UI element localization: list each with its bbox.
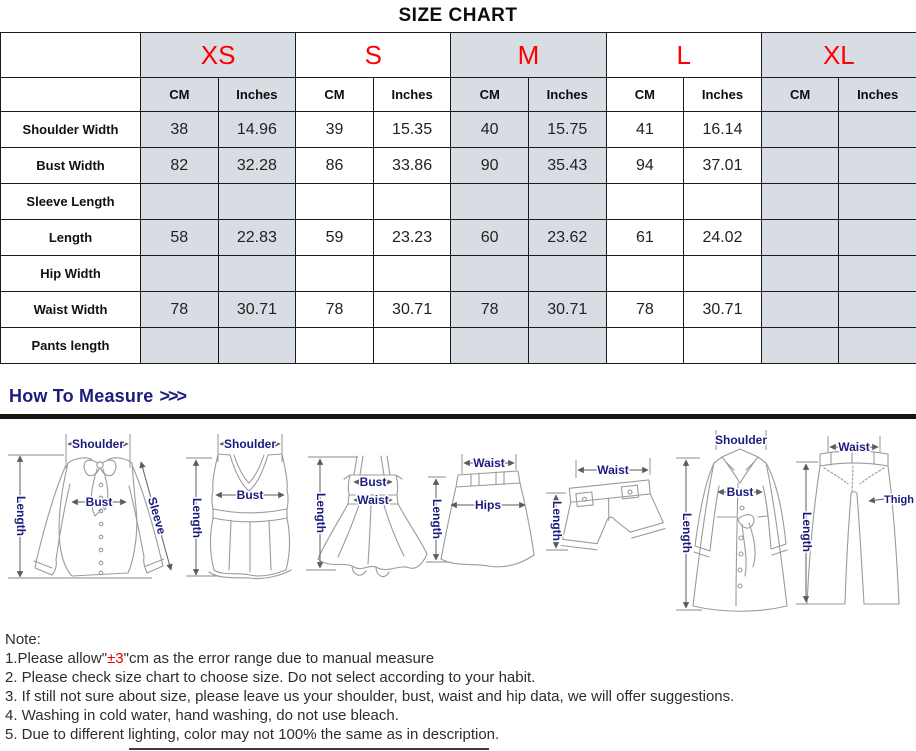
cell: 15.75 [528, 112, 606, 148]
tolerance-value: ±3 [107, 650, 124, 667]
length-label: Length [190, 498, 204, 538]
cell: 30.71 [218, 292, 296, 328]
cell: 30.71 [684, 292, 762, 328]
note-item-1: 1.Please allow"±3"cm as the error range due to manual measure [5, 650, 435, 667]
dress-diagram [306, 456, 427, 577]
cell [839, 220, 916, 256]
thigh-label: Thigh [884, 494, 914, 506]
note-item-4: 4. Washing in cold water, hand washing, do not use bleach. [5, 707, 399, 724]
shoulder-label: Shoulder [714, 433, 768, 447]
corner-cell [1, 78, 141, 112]
length-label: Length [430, 499, 444, 539]
cell: 59 [296, 220, 374, 256]
table-row [1, 184, 916, 220]
unit-header: CM [761, 78, 839, 112]
size-header-l: L [606, 33, 761, 78]
cell [373, 328, 451, 364]
cell: 24.02 [684, 220, 762, 256]
partial-divider-line [129, 748, 489, 750]
cell: 35.43 [528, 148, 606, 184]
cell [684, 184, 762, 220]
unit-header: Inches [218, 78, 296, 112]
table-row [1, 112, 916, 148]
unit-header: CM [606, 78, 684, 112]
table-row [1, 292, 916, 328]
length-label: Length [800, 512, 814, 552]
cell [761, 184, 839, 220]
table-row [1, 148, 916, 184]
shorts-diagram [546, 458, 666, 553]
cell: 78 [451, 292, 529, 328]
cell [839, 292, 916, 328]
cell [141, 184, 219, 220]
size-header-xl: XL [761, 33, 916, 78]
note-item-3: 3. If still not sure about size, please leave us your shoulder, bust, waist and hip data, we will offer suggestions. [5, 688, 735, 705]
notes-section [5, 630, 910, 744]
table-row [1, 256, 916, 292]
bust-label: Bust [359, 475, 387, 489]
cell [141, 328, 219, 364]
size-header-s: S [296, 33, 451, 78]
cell [606, 328, 684, 364]
cell [296, 328, 374, 364]
cell: 58 [141, 220, 219, 256]
size-header-xs: XS [141, 33, 296, 78]
cell: 78 [296, 292, 374, 328]
cell: 22.83 [218, 220, 296, 256]
cell [606, 184, 684, 220]
table-row [1, 328, 916, 364]
cell: 23.62 [528, 220, 606, 256]
cell [451, 328, 529, 364]
tank-top-diagram [186, 434, 291, 579]
cell [839, 112, 916, 148]
cell [839, 148, 916, 184]
cell: 39 [296, 112, 374, 148]
cell [528, 184, 606, 220]
cell [684, 328, 762, 364]
size-chart-table [0, 32, 916, 364]
unit-header: CM [141, 78, 219, 112]
cell [373, 256, 451, 292]
cell [761, 292, 839, 328]
cell: 23.23 [373, 220, 451, 256]
cell: 78 [141, 292, 219, 328]
pants-diagram [796, 436, 914, 604]
skirt-diagram [426, 454, 534, 567]
row-label: Bust Width [1, 148, 141, 184]
cell: 90 [451, 148, 529, 184]
cell [761, 256, 839, 292]
page-title: SIZE CHART [398, 5, 518, 26]
cell: 61 [606, 220, 684, 256]
unit-header: Inches [528, 78, 606, 112]
corner-cell [1, 33, 141, 78]
unit-header: CM [296, 78, 374, 112]
length-label: Length [680, 513, 694, 553]
row-label: Hip Width [1, 256, 141, 292]
cell [761, 112, 839, 148]
unit-header: CM [451, 78, 529, 112]
cell [141, 256, 219, 292]
row-label: Length [1, 220, 141, 256]
cell: 41 [606, 112, 684, 148]
shoulder-label: Shoulder [71, 437, 125, 451]
coat-diagram [676, 430, 787, 611]
how-to-measure-diagrams [0, 420, 916, 630]
cell [373, 184, 451, 220]
cell: 38 [141, 112, 219, 148]
cell: 60 [451, 220, 529, 256]
cell [296, 184, 374, 220]
waist-label: Waist [597, 463, 629, 477]
waist-label: Waist [473, 456, 505, 470]
how-to-measure-label: How To Measure [9, 386, 154, 406]
cell: 40 [451, 112, 529, 148]
bust-label: Bust [726, 485, 754, 499]
length-label: Length [14, 496, 28, 536]
sleeve-label: Sleeve [144, 495, 169, 536]
cell: 78 [606, 292, 684, 328]
cell: 30.71 [528, 292, 606, 328]
row-label: Sleeve Length [1, 184, 141, 220]
note-item-5: 5. Due to different lighting, color may not 100% the same as in description. [5, 726, 500, 743]
cell [451, 184, 529, 220]
cell [296, 256, 374, 292]
waist-label: Waist [357, 493, 389, 507]
cell: 33.86 [373, 148, 451, 184]
waist-label: Waist [838, 440, 870, 454]
cell [606, 256, 684, 292]
shoulder-label: Shoulder [223, 437, 277, 451]
bust-label: Bust [85, 495, 113, 509]
cell: 86 [296, 148, 374, 184]
how-to-measure-heading [9, 386, 185, 407]
cell [218, 328, 296, 364]
cell [761, 328, 839, 364]
length-label: Length [314, 493, 328, 533]
unit-header: Inches [373, 78, 451, 112]
note-item-2: 2. Please check size chart to choose size. Do not select according to your habit. [5, 669, 536, 686]
cell [761, 220, 839, 256]
notes-heading: Note: [5, 631, 41, 648]
cell [839, 184, 916, 220]
cell: 37.01 [684, 148, 762, 184]
row-label: Waist Width [1, 292, 141, 328]
cell [451, 256, 529, 292]
row-label: Pants length [1, 328, 141, 364]
cell [528, 328, 606, 364]
bust-label: Bust [236, 488, 264, 502]
blouse-diagram [8, 434, 171, 578]
cell [218, 184, 296, 220]
cell: 94 [606, 148, 684, 184]
unit-header-row [1, 78, 916, 112]
row-label: Shoulder Width [1, 112, 141, 148]
length-label: Length [550, 501, 564, 541]
cell [528, 256, 606, 292]
cell: 82 [141, 148, 219, 184]
chevrons-icon: >>> [159, 386, 186, 406]
cell [839, 328, 916, 364]
cell [761, 148, 839, 184]
size-header-row [1, 33, 916, 78]
unit-header: Inches [839, 78, 916, 112]
size-header-m: M [451, 33, 606, 78]
cell: 16.14 [684, 112, 762, 148]
cell: 30.71 [373, 292, 451, 328]
cell: 14.96 [218, 112, 296, 148]
unit-header: Inches [684, 78, 762, 112]
divider-line [0, 414, 916, 419]
cell [218, 256, 296, 292]
cell: 15.35 [373, 112, 451, 148]
table-row [1, 220, 916, 256]
cell [839, 256, 916, 292]
cell: 32.28 [218, 148, 296, 184]
cell [684, 256, 762, 292]
hips-label: Hips [474, 498, 502, 512]
